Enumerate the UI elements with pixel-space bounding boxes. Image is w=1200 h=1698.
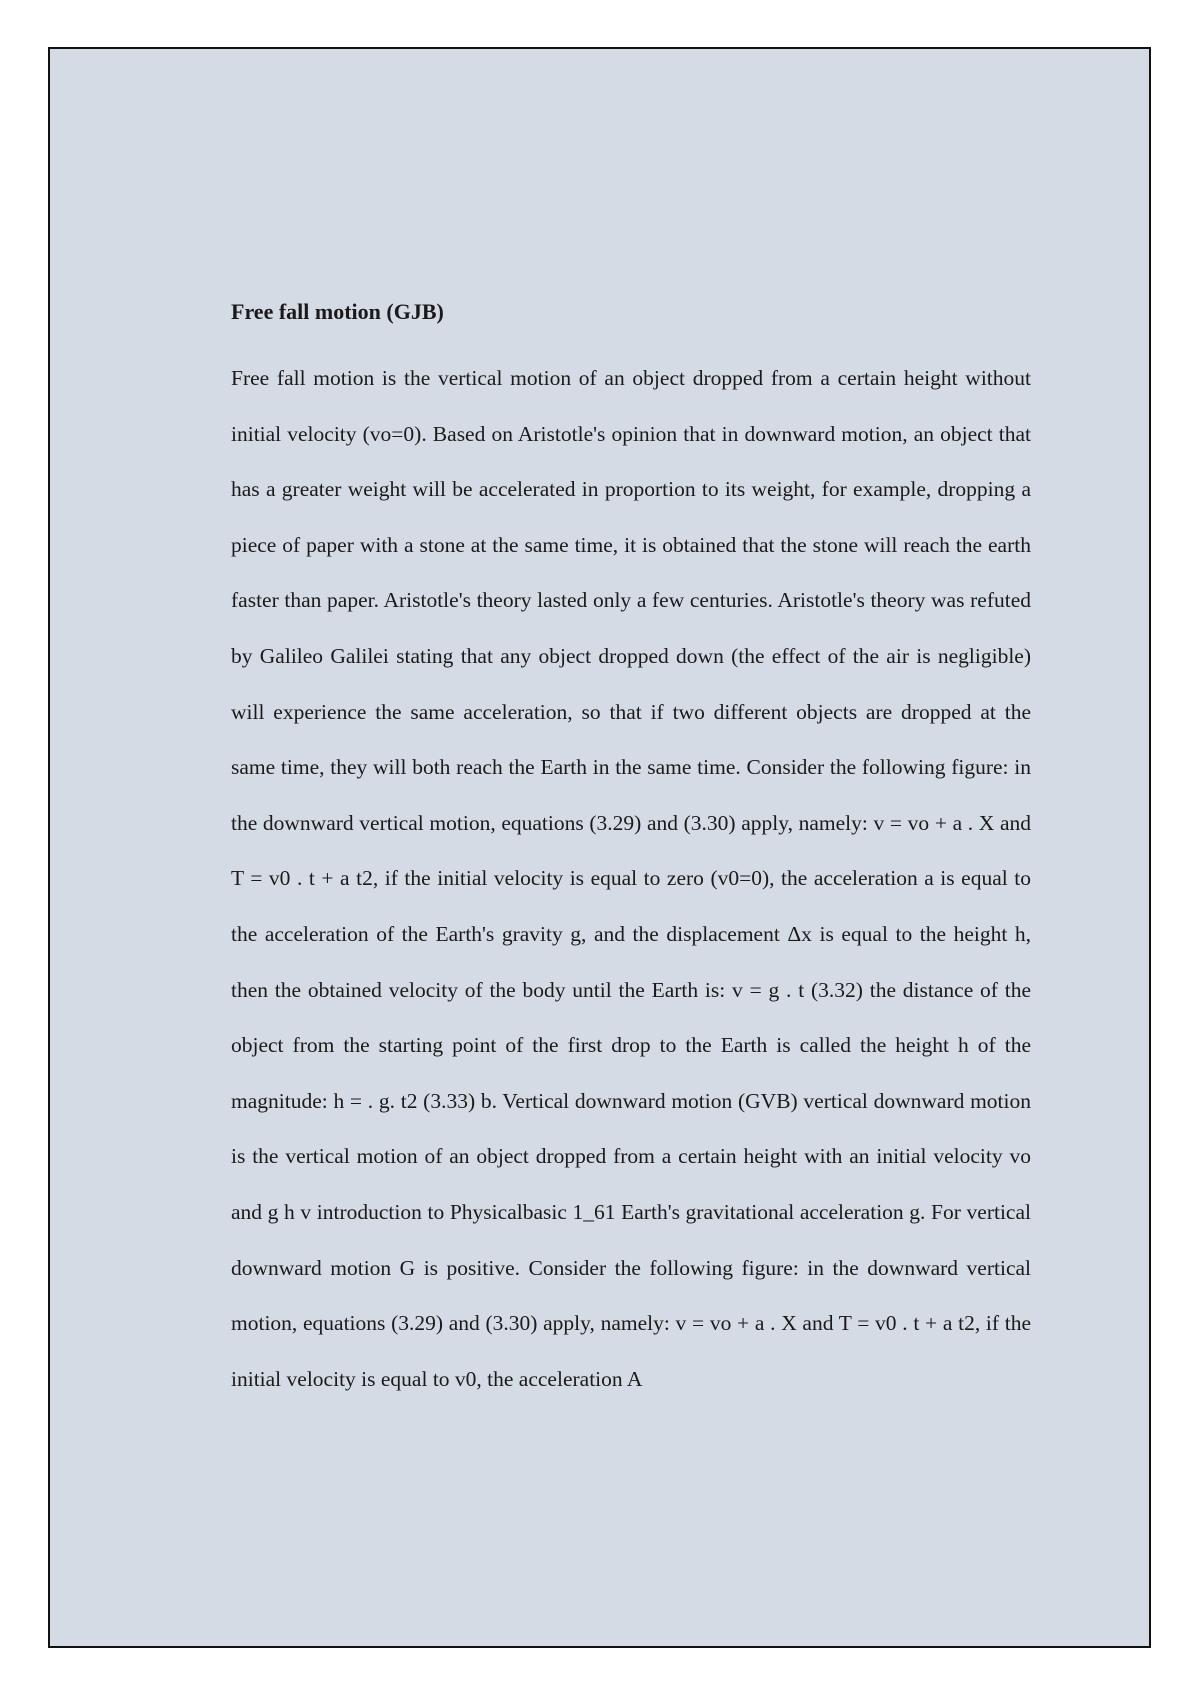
section-heading: Free fall motion (GJB)	[231, 299, 444, 324]
page-frame	[48, 47, 1151, 1648]
body-paragraph: Free fall motion is the vertical motion of an object dropped from a certain height without initial velocity (vo=0). Based on Aristotle's opinion that in downward motion, an object that has a greater weight will be accelerated in proportion to its weight, for example, dropping a piece of paper with a stone at the same time, it is obtained that the stone will reach the earth faster than paper. Aristotle's theory lasted only a few centuries. Aristotle's theory was refuted by Galileo Galilei stating that any object dropped down (the effect of the air is negligible) will experience the same acceleration, so that if two different objects are dropped at the same time, they will both reach the Earth in the same time. Consider the following figure: in the downward vertical motion, equations (3.29) and (3.30) apply, namely: v = vo + a . X and T = v0 . t + a t2, if the initial velocity is equal to zero (v0=0), the acceleration a is equal to the acceleration of the Earth's gravity g, and the displacement Δx is equal to the height h, then the obtained velocity of the body until the Earth is: v = g . t (3.32) the distance of the object from the starting point of the first drop to the Earth is called the height h of the magnitude: h = . g. t2 (3.33) b. Vertical downward motion (GVB) vertical downward motion is the vertical motion of an object dropped from a certain height with an initial velocity vo and g h v introduction to Physicalbasic 1_61 Earth's gravitational acceleration g. For vertical downward motion G is positive. Consider the following figure: in the downward vertical motion, equations (3.29) and (3.30) apply, namely: v = vo + a . X and T = v0 . t + a t2, if the initial velocity is equal to v0, the acceleration A	[231, 366, 1031, 1391]
document-content	[231, 297, 1031, 1407]
